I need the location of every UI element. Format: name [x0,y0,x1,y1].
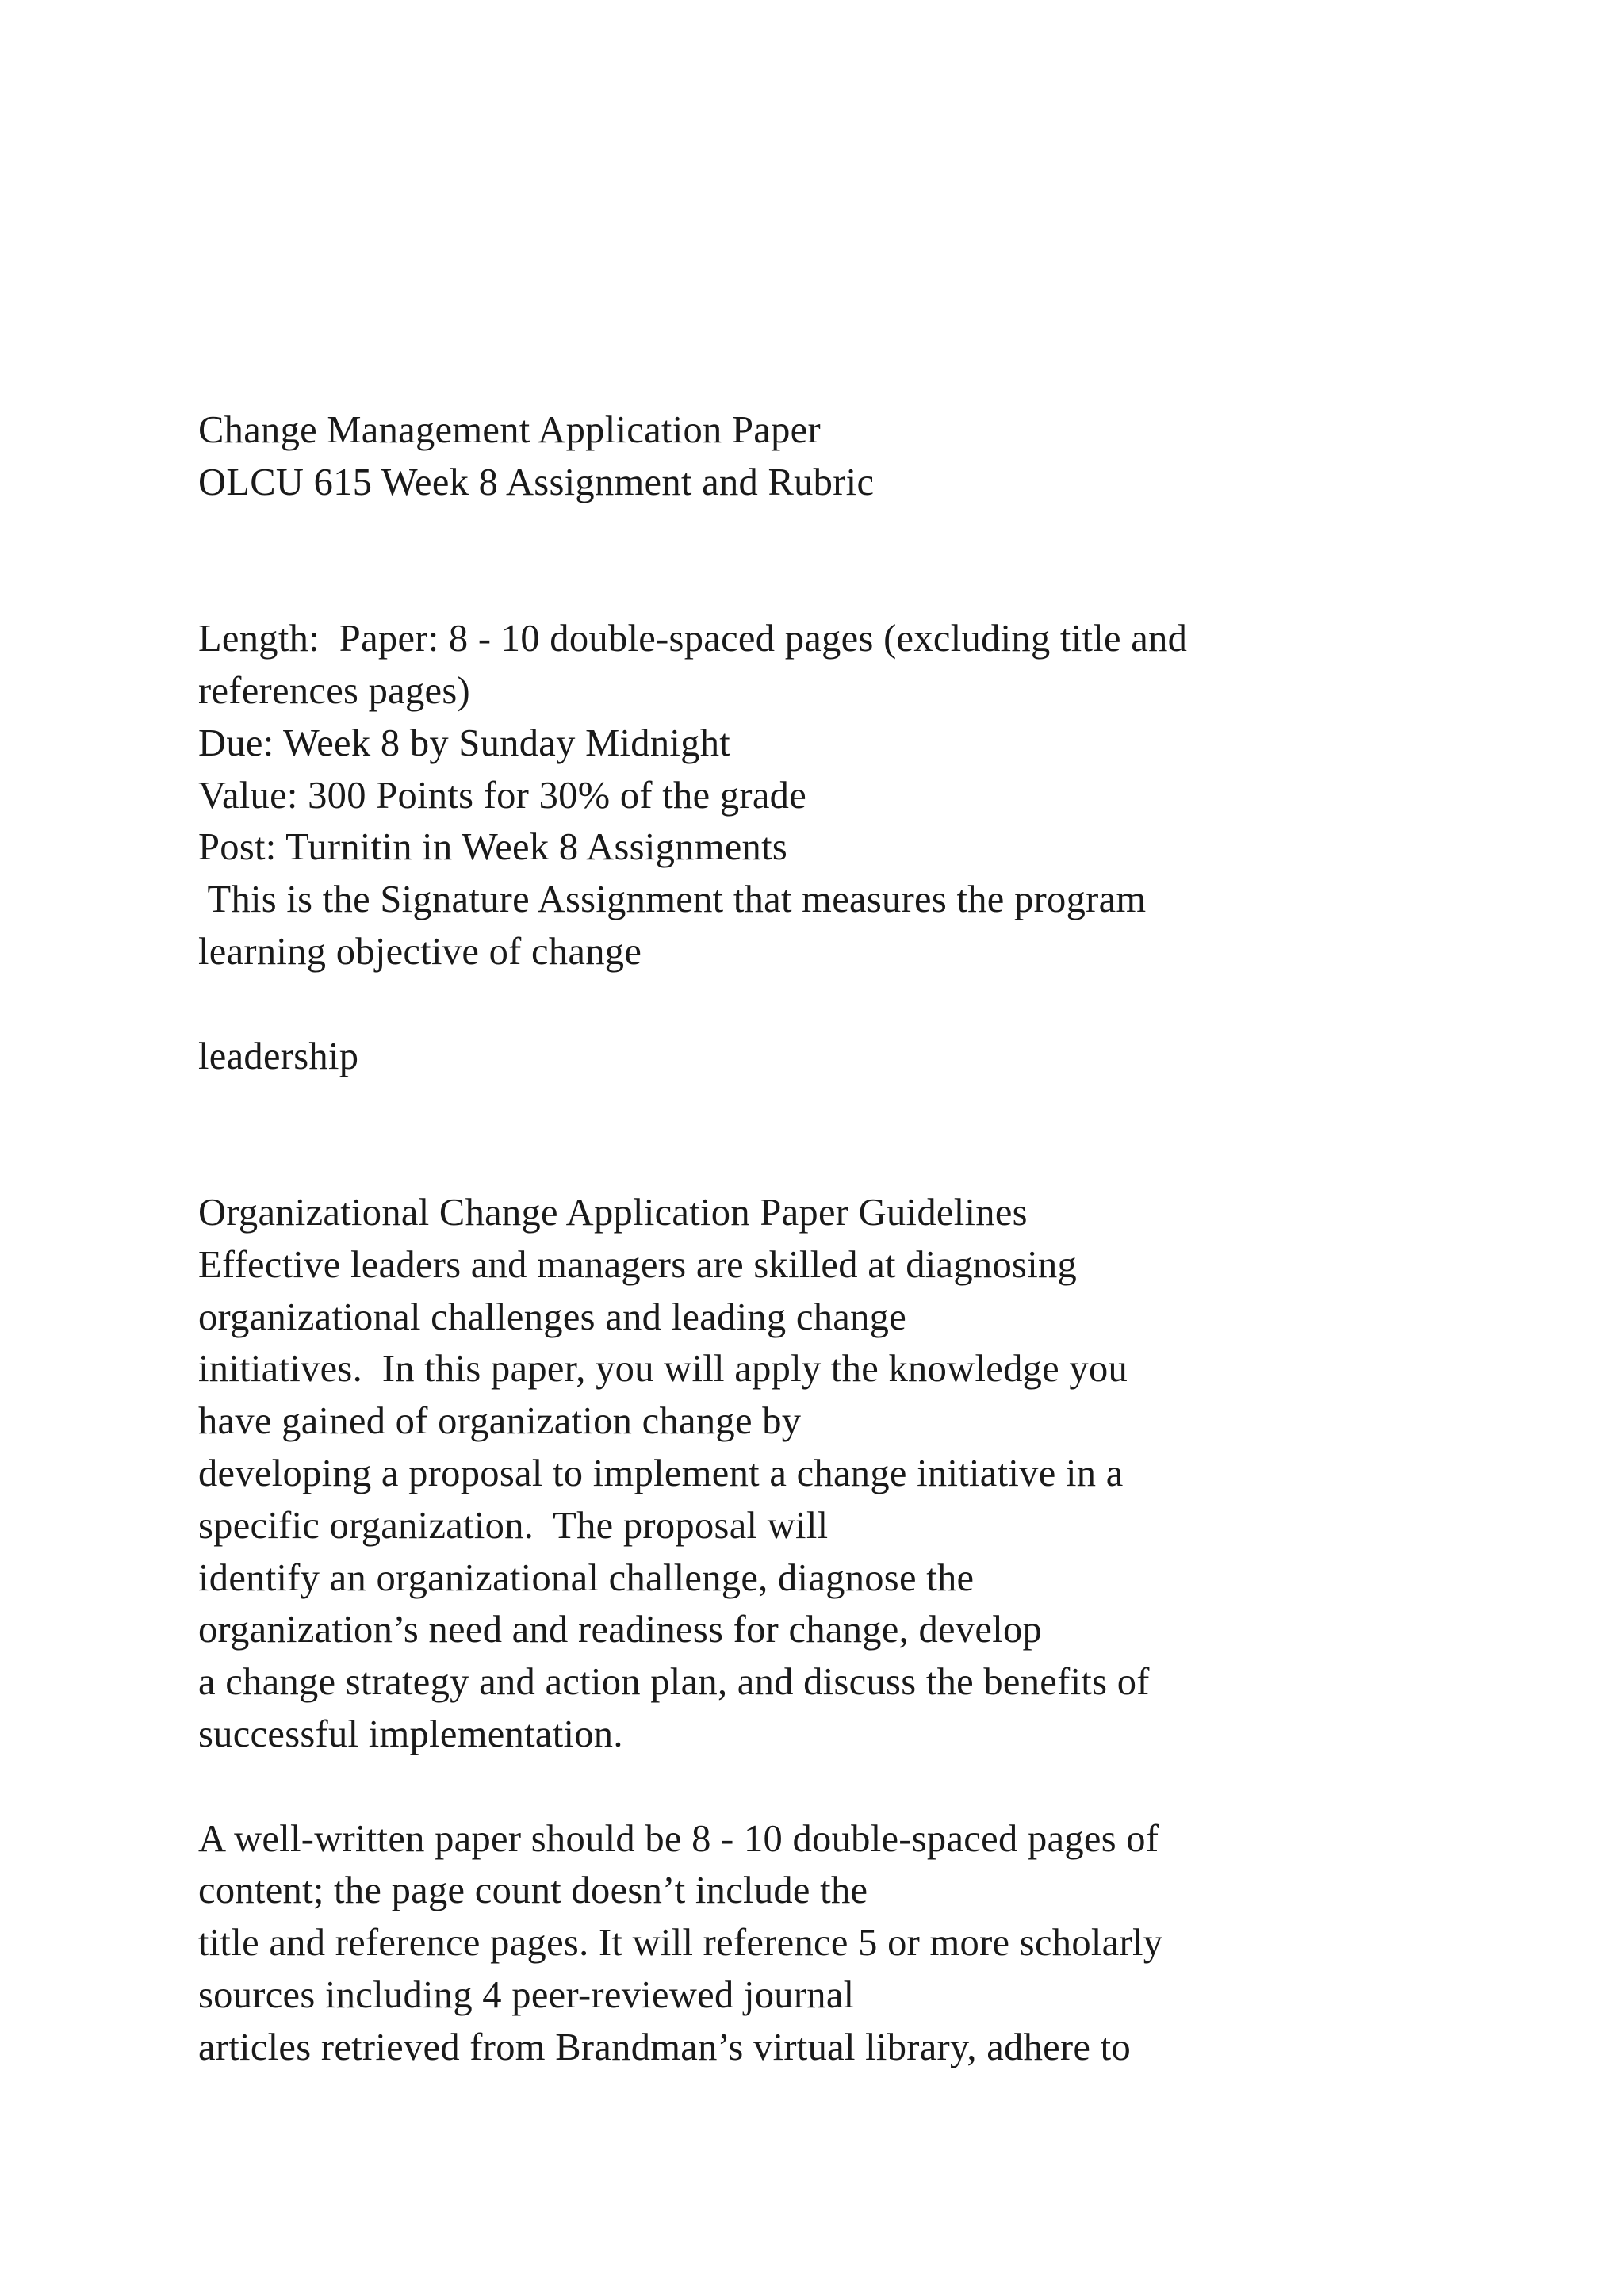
guidelines-text-line: organization’s need and readiness for change, develop [198,1609,1043,1651]
length-line-continued: references pages) [198,669,471,712]
paper-text-line: sources including 4 peer-reviewed journal [198,1973,855,2016]
due-line: Due: Week 8 by Sunday Midnight [198,721,731,764]
leadership-line: leadership [198,1035,359,1077]
paper-text-line: A well-written paper should be 8 - 10 double-spaced pages of [198,1817,1159,1860]
spacer [198,1761,1594,1813]
document-title: Change Management Application Paper [198,409,821,451]
guidelines-text-line: organizational challenges and leading change [198,1295,907,1338]
spacer [198,561,1594,613]
document-body [198,404,1594,2074]
guidelines-text-line: a change strategy and action plan, and discuss the benefits of [198,1661,1150,1704]
post-line: Post: Turnitin in Week 8 Assignments [198,826,788,869]
paper-text-line: title and reference pages. It will reference 5 or more scholarly [198,1922,1163,1965]
length-line: Length: Paper: 8 - 10 double-spaced pages (excluding title and [198,618,1188,660]
signature-line-continued: learning objective of change [198,930,642,973]
guidelines-text-line: have gained of organization change by [198,1400,802,1443]
paper-text-line: content; the page count doesn’t include the [198,1869,868,1912]
spacer [198,978,1594,1031]
guidelines-text-line: successful implementation. [198,1712,623,1755]
document-subtitle: OLCU 615 Week 8 Assignment and Rubric [198,461,875,503]
guidelines-text-line: initiatives. In this paper, you will apply the knowledge you [198,1348,1128,1391]
paper-text-line: articles retrieved from Brandman’s virtual library, adhere to [198,2026,1131,2068]
guidelines-text-line: Effective leaders and managers are skilled at diagnosing [198,1243,1078,1286]
spacer [198,1135,1594,1187]
guidelines-text-line: identify an organizational challenge, diagnose the [198,1556,975,1599]
spacer [198,1082,1594,1135]
guidelines-heading: Organizational Change Application Paper Guidelines [198,1191,1028,1234]
guidelines-text-line: developing a proposal to implement a change initiative in a [198,1452,1124,1494]
guidelines-text-line: specific organization. The proposal will [198,1504,829,1547]
value-line: Value: 300 Points for 30% of the grade [198,774,807,817]
spacer [198,509,1594,561]
signature-line: This is the Signature Assignment that measures the program [198,878,1147,921]
